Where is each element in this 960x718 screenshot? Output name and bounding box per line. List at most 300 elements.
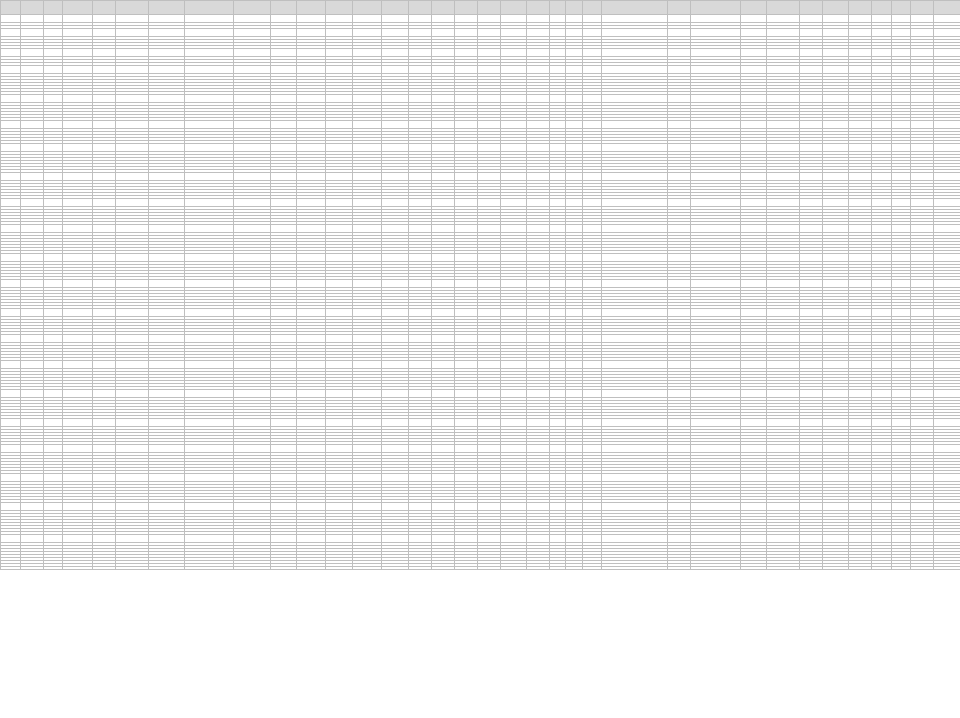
table-cell[interactable]: [582, 474, 602, 482]
table-cell[interactable]: [871, 66, 891, 74]
table-cell[interactable]: [43, 95, 63, 103]
table-cell[interactable]: [43, 225, 63, 233]
table-cell[interactable]: [296, 309, 326, 317]
table-cell[interactable]: [296, 66, 326, 74]
table-cell[interactable]: [93, 474, 116, 482]
table-cell[interactable]: [500, 361, 526, 369]
table-cell[interactable]: [602, 225, 668, 233]
table-cell[interactable]: [63, 445, 93, 453]
table-cell[interactable]: [500, 503, 526, 511]
table-cell[interactable]: [582, 121, 602, 129]
table-cell[interactable]: [408, 419, 431, 427]
table-cell[interactable]: [431, 254, 454, 262]
table-cell[interactable]: [296, 361, 326, 369]
column-header[interactable]: [582, 1, 602, 15]
table-cell[interactable]: [740, 390, 766, 398]
table-cell[interactable]: [668, 15, 691, 23]
table-cell[interactable]: [526, 280, 549, 288]
table-cell[interactable]: [63, 280, 93, 288]
table-cell[interactable]: [668, 173, 691, 181]
table-cell[interactable]: [234, 144, 270, 152]
table-cell[interactable]: [431, 15, 454, 23]
table-cell[interactable]: [93, 95, 116, 103]
table-cell[interactable]: [296, 121, 326, 129]
table-cell[interactable]: [296, 419, 326, 427]
table-cell[interactable]: [526, 173, 549, 181]
table-cell[interactable]: [326, 445, 352, 453]
table-cell[interactable]: [848, 199, 871, 207]
table-cell[interactable]: [352, 474, 382, 482]
table-cell[interactable]: [408, 445, 431, 453]
table-cell[interactable]: [848, 66, 871, 74]
table-cell[interactable]: [93, 445, 116, 453]
table-cell[interactable]: [20, 15, 43, 23]
table-cell[interactable]: [296, 29, 326, 37]
table-cell[interactable]: [566, 254, 582, 262]
table-cell[interactable]: [602, 309, 668, 317]
table-cell[interactable]: [116, 144, 149, 152]
table-cell[interactable]: [326, 199, 352, 207]
table-cell[interactable]: [668, 361, 691, 369]
table-cell[interactable]: [822, 49, 848, 57]
table-cell[interactable]: [1, 361, 21, 369]
table-cell[interactable]: [526, 49, 549, 57]
table-cell[interactable]: [566, 144, 582, 152]
table-cell[interactable]: [185, 49, 234, 57]
table-cell[interactable]: [382, 474, 408, 482]
table-cell[interactable]: [766, 29, 799, 37]
table-cell[interactable]: [454, 280, 477, 288]
table-row[interactable]: [1, 173, 960, 181]
table-cell[interactable]: [799, 66, 822, 74]
table-cell[interactable]: [20, 29, 43, 37]
table-cell[interactable]: [848, 419, 871, 427]
table-cell[interactable]: [582, 361, 602, 369]
table-cell[interactable]: [582, 15, 602, 23]
table-cell[interactable]: [326, 419, 352, 427]
table-cell[interactable]: [352, 95, 382, 103]
table-cell[interactable]: [326, 254, 352, 262]
table-cell[interactable]: [93, 121, 116, 129]
table-cell[interactable]: [549, 49, 565, 57]
table-cell[interactable]: [871, 419, 891, 427]
table-cell[interactable]: [500, 419, 526, 427]
table-cell[interactable]: [454, 445, 477, 453]
table-cell[interactable]: [296, 445, 326, 453]
table-cell[interactable]: [582, 390, 602, 398]
table-cell[interactable]: [848, 121, 871, 129]
table-cell[interactable]: [549, 173, 565, 181]
table-cell[interactable]: [382, 309, 408, 317]
table-cell[interactable]: [871, 173, 891, 181]
table-cell[interactable]: [326, 474, 352, 482]
table-cell[interactable]: [602, 503, 668, 511]
table-cell[interactable]: [934, 29, 960, 37]
table-cell[interactable]: [454, 15, 477, 23]
table-cell[interactable]: [799, 95, 822, 103]
table-cell[interactable]: [602, 474, 668, 482]
table-cell[interactable]: [326, 66, 352, 74]
table-cell[interactable]: [326, 15, 352, 23]
table-cell[interactable]: [822, 199, 848, 207]
table-cell[interactable]: [691, 225, 740, 233]
table-cell[interactable]: [526, 474, 549, 482]
table-cell[interactable]: [454, 121, 477, 129]
table-cell[interactable]: [799, 361, 822, 369]
table-cell[interactable]: [766, 280, 799, 288]
table-cell[interactable]: [234, 66, 270, 74]
table-cell[interactable]: [526, 445, 549, 453]
table-cell[interactable]: [526, 503, 549, 511]
table-cell[interactable]: [185, 95, 234, 103]
table-cell[interactable]: [352, 309, 382, 317]
table-cell[interactable]: [382, 199, 408, 207]
table-cell[interactable]: [20, 225, 43, 233]
table-cell[interactable]: [148, 121, 184, 129]
table-cell[interactable]: [799, 15, 822, 23]
table-cell[interactable]: [582, 445, 602, 453]
table-cell[interactable]: [668, 66, 691, 74]
table-cell[interactable]: [500, 144, 526, 152]
table-cell[interactable]: [766, 309, 799, 317]
table-cell[interactable]: [668, 49, 691, 57]
table-cell[interactable]: [740, 66, 766, 74]
table-cell[interactable]: [740, 309, 766, 317]
table-cell[interactable]: [352, 419, 382, 427]
table-cell[interactable]: [549, 474, 565, 482]
table-cell[interactable]: [454, 66, 477, 74]
table-cell[interactable]: [848, 309, 871, 317]
table-cell[interactable]: [582, 144, 602, 152]
table-row[interactable]: [1, 121, 960, 129]
table-cell[interactable]: [270, 49, 296, 57]
table-cell[interactable]: [43, 361, 63, 369]
table-cell[interactable]: [20, 95, 43, 103]
table-cell[interactable]: [116, 199, 149, 207]
table-cell[interactable]: [668, 474, 691, 482]
table-cell[interactable]: [582, 225, 602, 233]
table-cell[interactable]: [500, 66, 526, 74]
table-cell[interactable]: [911, 445, 934, 453]
table-cell[interactable]: [326, 335, 352, 343]
table-cell[interactable]: [43, 173, 63, 181]
table-cell[interactable]: [934, 390, 960, 398]
table-cell[interactable]: [822, 15, 848, 23]
table-cell[interactable]: [549, 66, 565, 74]
table-cell[interactable]: [934, 254, 960, 262]
column-header[interactable]: [234, 1, 270, 15]
table-cell[interactable]: [326, 121, 352, 129]
table-cell[interactable]: [691, 199, 740, 207]
table-cell[interactable]: [799, 199, 822, 207]
table-cell[interactable]: [1, 474, 21, 482]
table-cell[interactable]: [848, 335, 871, 343]
table-cell[interactable]: [911, 503, 934, 511]
table-cell[interactable]: [582, 503, 602, 511]
table-cell[interactable]: [43, 474, 63, 482]
table-cell[interactable]: [691, 280, 740, 288]
table-cell[interactable]: [691, 445, 740, 453]
table-cell[interactable]: [116, 225, 149, 233]
table-cell[interactable]: [691, 474, 740, 482]
table-cell[interactable]: [431, 66, 454, 74]
table-cell[interactable]: [352, 225, 382, 233]
table-cell[interactable]: [848, 49, 871, 57]
column-header[interactable]: [549, 1, 565, 15]
table-cell[interactable]: [566, 335, 582, 343]
table-cell[interactable]: [382, 254, 408, 262]
table-cell[interactable]: [326, 49, 352, 57]
table-cell[interactable]: [326, 361, 352, 369]
table-cell[interactable]: [148, 66, 184, 74]
table-cell[interactable]: [848, 173, 871, 181]
table-cell[interactable]: [848, 280, 871, 288]
table-cell[interactable]: [602, 49, 668, 57]
table-cell[interactable]: [382, 144, 408, 152]
table-cell[interactable]: [477, 390, 500, 398]
table-cell[interactable]: [116, 173, 149, 181]
table-cell[interactable]: [871, 335, 891, 343]
table-cell[interactable]: [891, 66, 911, 74]
table-cell[interactable]: [454, 144, 477, 152]
table-cell[interactable]: [477, 474, 500, 482]
column-header[interactable]: [871, 1, 891, 15]
table-cell[interactable]: [691, 335, 740, 343]
table-cell[interactable]: [234, 503, 270, 511]
table-row[interactable]: [1, 66, 960, 74]
table-cell[interactable]: [549, 15, 565, 23]
table-cell[interactable]: [566, 49, 582, 57]
table-cell[interactable]: [63, 309, 93, 317]
table-cell[interactable]: [566, 474, 582, 482]
table-cell[interactable]: [185, 474, 234, 482]
table-cell[interactable]: [93, 225, 116, 233]
table-cell[interactable]: [296, 225, 326, 233]
table-cell[interactable]: [668, 280, 691, 288]
table-cell[interactable]: [1, 144, 21, 152]
table-cell[interactable]: [871, 49, 891, 57]
table-cell[interactable]: [148, 29, 184, 37]
table-cell[interactable]: [691, 309, 740, 317]
table-cell[interactable]: [454, 95, 477, 103]
table-cell[interactable]: [500, 390, 526, 398]
table-cell[interactable]: [93, 335, 116, 343]
table-cell[interactable]: [477, 445, 500, 453]
table-cell[interactable]: [934, 66, 960, 74]
column-header[interactable]: [454, 1, 477, 15]
table-cell[interactable]: [740, 121, 766, 129]
table-cell[interactable]: [822, 361, 848, 369]
table-cell[interactable]: [270, 225, 296, 233]
table-cell[interactable]: [1, 335, 21, 343]
table-cell[interactable]: [891, 15, 911, 23]
table-cell[interactable]: [799, 419, 822, 427]
table-cell[interactable]: [296, 95, 326, 103]
table-cell[interactable]: [891, 445, 911, 453]
table-cell[interactable]: [431, 390, 454, 398]
table-cell[interactable]: [148, 445, 184, 453]
table-cell[interactable]: [1, 173, 21, 181]
table-cell[interactable]: [799, 445, 822, 453]
table-cell[interactable]: [740, 199, 766, 207]
table-cell[interactable]: [43, 280, 63, 288]
table-cell[interactable]: [799, 173, 822, 181]
table-cell[interactable]: [871, 280, 891, 288]
table-cell[interactable]: [740, 15, 766, 23]
table-cell[interactable]: [63, 390, 93, 398]
table-cell[interactable]: [526, 254, 549, 262]
table-cell[interactable]: [116, 15, 149, 23]
table-cell[interactable]: [234, 335, 270, 343]
table-cell[interactable]: [20, 199, 43, 207]
table-row[interactable]: [1, 29, 960, 37]
table-cell[interactable]: [234, 474, 270, 482]
table-cell[interactable]: [148, 49, 184, 57]
table-cell[interactable]: [766, 95, 799, 103]
table-cell[interactable]: [799, 335, 822, 343]
table-cell[interactable]: [566, 361, 582, 369]
table-cell[interactable]: [326, 29, 352, 37]
table-cell[interactable]: [566, 309, 582, 317]
table-cell[interactable]: [911, 361, 934, 369]
table-cell[interactable]: [871, 474, 891, 482]
table-cell[interactable]: [799, 29, 822, 37]
table-cell[interactable]: [63, 49, 93, 57]
table-cell[interactable]: [602, 254, 668, 262]
table-cell[interactable]: [891, 121, 911, 129]
table-cell[interactable]: [500, 309, 526, 317]
table-cell[interactable]: [822, 309, 848, 317]
table-cell[interactable]: [408, 474, 431, 482]
table-cell[interactable]: [871, 503, 891, 511]
table-cell[interactable]: [911, 144, 934, 152]
table-cell[interactable]: [270, 199, 296, 207]
table-cell[interactable]: [20, 49, 43, 57]
table-cell[interactable]: [766, 66, 799, 74]
table-cell[interactable]: [270, 15, 296, 23]
table-cell[interactable]: [148, 95, 184, 103]
table-cell[interactable]: [116, 49, 149, 57]
table-cell[interactable]: [352, 361, 382, 369]
table-cell[interactable]: [454, 29, 477, 37]
table-cell[interactable]: [934, 335, 960, 343]
table-cell[interactable]: [382, 66, 408, 74]
table-cell[interactable]: [408, 173, 431, 181]
table-cell[interactable]: [582, 66, 602, 74]
table-cell[interactable]: [891, 309, 911, 317]
table-cell[interactable]: [891, 29, 911, 37]
table-cell[interactable]: [822, 419, 848, 427]
table-cell[interactable]: [408, 49, 431, 57]
table-cell[interactable]: [352, 254, 382, 262]
table-cell[interactable]: [185, 445, 234, 453]
table-cell[interactable]: [740, 280, 766, 288]
table-cell[interactable]: [934, 361, 960, 369]
table-cell[interactable]: [116, 474, 149, 482]
table-cell[interactable]: [766, 390, 799, 398]
table-cell[interactable]: [326, 144, 352, 152]
table-cell[interactable]: [691, 361, 740, 369]
table-cell[interactable]: [454, 199, 477, 207]
table-cell[interactable]: [454, 503, 477, 511]
table-cell[interactable]: [234, 29, 270, 37]
column-header[interactable]: [1, 1, 21, 15]
table-cell[interactable]: [848, 474, 871, 482]
table-cell[interactable]: [185, 225, 234, 233]
table-cell[interactable]: [477, 49, 500, 57]
table-cell[interactable]: [116, 335, 149, 343]
table-cell[interactable]: [891, 335, 911, 343]
table-row[interactable]: [1, 309, 960, 317]
table-cell[interactable]: [234, 390, 270, 398]
table-cell[interactable]: [871, 199, 891, 207]
table-cell[interactable]: [296, 390, 326, 398]
table-cell[interactable]: [234, 361, 270, 369]
table-cell[interactable]: [477, 225, 500, 233]
table-cell[interactable]: [799, 474, 822, 482]
table-cell[interactable]: [454, 309, 477, 317]
table-row[interactable]: [1, 361, 960, 369]
table-cell[interactable]: [116, 254, 149, 262]
table-cell[interactable]: [234, 254, 270, 262]
table-cell[interactable]: [270, 66, 296, 74]
table-cell[interactable]: [63, 254, 93, 262]
table-cell[interactable]: [431, 121, 454, 129]
table-cell[interactable]: [63, 15, 93, 23]
table-cell[interactable]: [63, 335, 93, 343]
table-cell[interactable]: [740, 225, 766, 233]
table-cell[interactable]: [566, 199, 582, 207]
table-cell[interactable]: [63, 66, 93, 74]
table-cell[interactable]: [526, 95, 549, 103]
table-cell[interactable]: [871, 309, 891, 317]
table-cell[interactable]: [891, 280, 911, 288]
table-cell[interactable]: [566, 29, 582, 37]
table-cell[interactable]: [1, 121, 21, 129]
table-cell[interactable]: [822, 66, 848, 74]
table-cell[interactable]: [566, 66, 582, 74]
table-cell[interactable]: [270, 280, 296, 288]
table-cell[interactable]: [740, 335, 766, 343]
table-cell[interactable]: [1, 280, 21, 288]
table-cell[interactable]: [408, 309, 431, 317]
table-cell[interactable]: [352, 49, 382, 57]
table-cell[interactable]: [185, 144, 234, 152]
table-cell[interactable]: [799, 503, 822, 511]
table-cell[interactable]: [822, 335, 848, 343]
table-cell[interactable]: [454, 390, 477, 398]
table-cell[interactable]: [93, 503, 116, 511]
table-cell[interactable]: [566, 445, 582, 453]
table-cell[interactable]: [477, 144, 500, 152]
column-header[interactable]: [566, 1, 582, 15]
table-cell[interactable]: [116, 121, 149, 129]
table-cell[interactable]: [352, 15, 382, 23]
table-row[interactable]: [1, 390, 960, 398]
table-cell[interactable]: [296, 199, 326, 207]
table-cell[interactable]: [582, 419, 602, 427]
table-cell[interactable]: [382, 95, 408, 103]
table-cell[interactable]: [382, 280, 408, 288]
table-cell[interactable]: [185, 419, 234, 427]
table-cell[interactable]: [822, 144, 848, 152]
table-cell[interactable]: [549, 390, 565, 398]
table-cell[interactable]: [20, 173, 43, 181]
table-cell[interactable]: [185, 361, 234, 369]
table-cell[interactable]: [43, 49, 63, 57]
column-header[interactable]: [408, 1, 431, 15]
table-cell[interactable]: [934, 144, 960, 152]
